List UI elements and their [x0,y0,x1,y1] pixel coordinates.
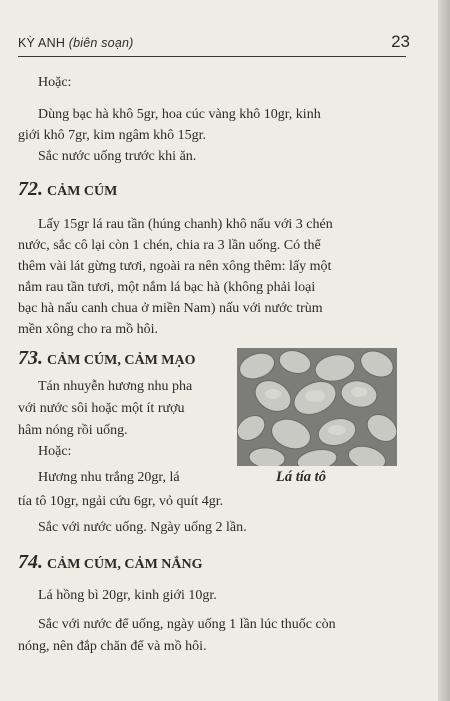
section-number: 73. [18,347,43,369]
paragraph-line: nóng, nên đắp chăn để và mồ hôi. [18,639,207,654]
page-number: 23 [391,32,410,51]
leaf-illustration [237,348,397,466]
paragraph-line: với nước sôi hoặc một ít rượu [18,401,185,416]
section-73-heading [18,347,196,370]
section-number: 74. [18,551,43,573]
paragraph-line: Sắc với nước uống. Ngày uống 2 lần. [38,520,247,535]
header-author: KỲ ANH (biên soạn) [18,36,134,50]
paragraph-line: Tán nhuyễn hương nhu pha [38,379,193,394]
paragraph-line: Sắc với nước để uống, ngày uống 1 lần lúc thuốc còn [38,617,336,632]
paragraph-line: mền xông cho ra mồ hôi. [18,322,158,337]
recipe-line: Dùng bạc hà khô 5gr, hoa cúc vàng khô 10gr, kinh [38,107,321,122]
paragraph-line: thêm vài lát gừng tươi, ngoài ra nên xông thêm: lấy một [18,259,332,274]
section-title: CẢM CÚM [47,184,118,199]
perilla-leaf-photo [237,348,397,466]
paragraph-line: Lá hồng bì 20gr, kinh giới 10gr. [38,588,217,603]
paragraph-line: hâm nóng rồi uống. [18,423,128,438]
paragraph-line: tía tô 10gr, ngải cứu 6gr, vỏ quít 4gr. [18,494,224,509]
section-72-heading [18,178,117,201]
paragraph-line: nắm rau tần tươi, một nắm lá bạc hà (không phải loại [18,280,316,295]
paragraph-line: nước, sắc cô lại còn 1 chén, chia ra 3 lần uống. Có thể [18,238,321,253]
running-header [18,30,410,57]
paragraph-line: Lấy 15gr lá rau tần (húng chanh) khô nấu với 3 chén [38,217,333,232]
section-74-heading [18,551,203,574]
page-edge-shadow [438,0,450,701]
hoac-label: Hoặc: [38,444,72,459]
hoac-label: Hoặc: [38,75,72,90]
recipe-line: Sắc nước uống trước khi ăn. [38,149,197,164]
photo-caption: Lá tía tô [276,469,326,485]
section-title: CẢM CÚM, CẢM NẮNG [47,557,203,572]
section-number: 72. [18,178,43,200]
paragraph-line: Hương nhu trắng 20gr, lá [38,470,180,485]
paragraph-line: bạc hà nấu canh chua ở miền Nam) nấu với nước trùm [18,301,323,316]
section-title: CẢM CÚM, CẢM MẠO [47,353,196,368]
recipe-line: giới khô 7gr, kim ngâm khô 15gr. [18,128,207,143]
